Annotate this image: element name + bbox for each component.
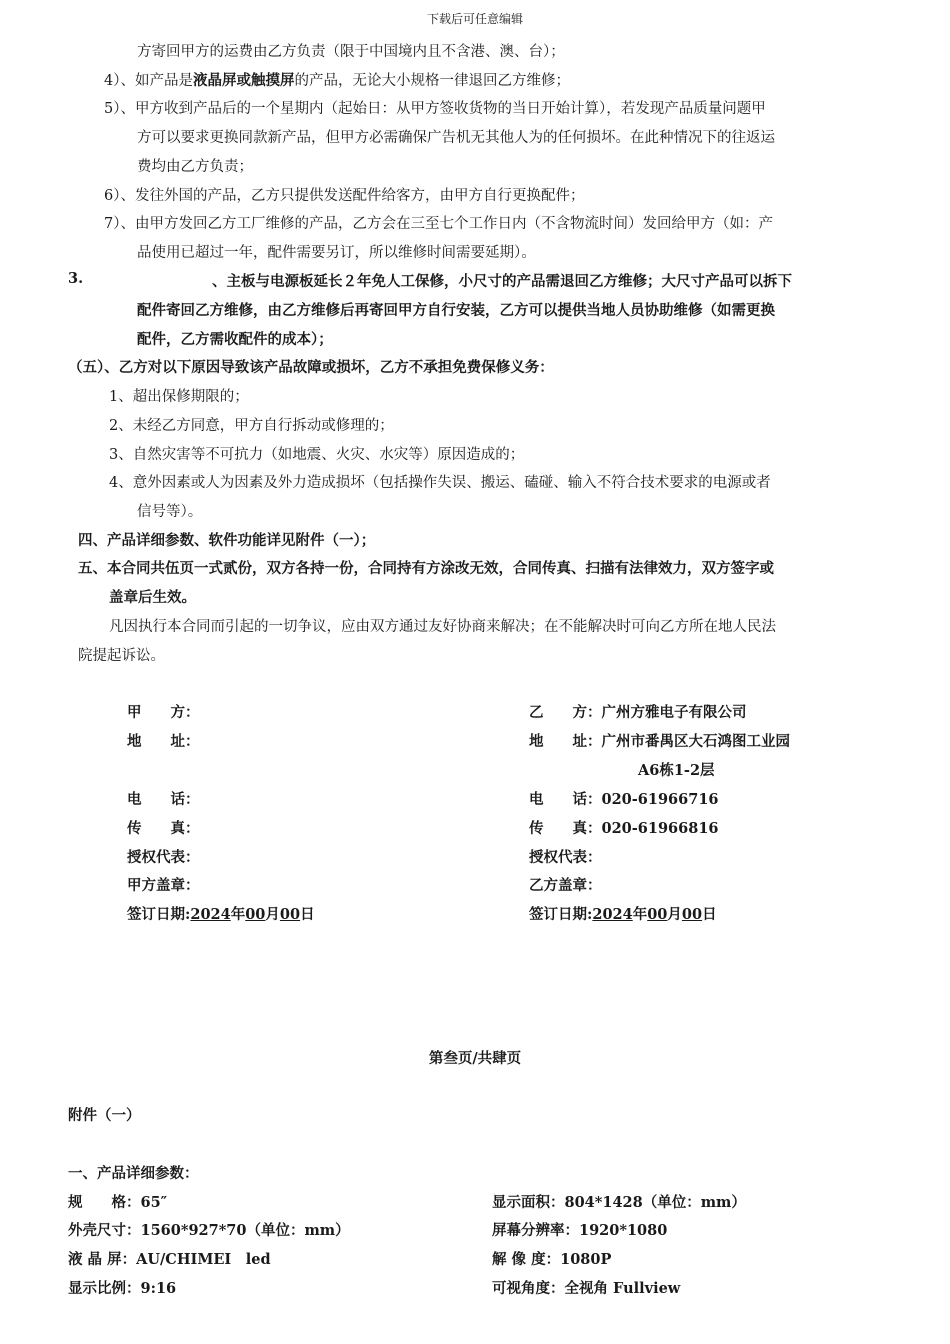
spec-value: AU/CHIMEI led [136, 1251, 271, 1268]
date-label: 签订日期: [529, 906, 593, 923]
spec-label: 显示比例： [68, 1280, 141, 1297]
date-year-unit: 年 [632, 906, 648, 923]
party-a-name-label: 甲 方： [127, 704, 200, 721]
date-label: 签订日期: [127, 906, 191, 923]
spec-label: 解 像 度： [492, 1251, 561, 1268]
spec-left-3 [68, 1248, 271, 1269]
clause-4-prefix: 4）、如产品是 [104, 73, 193, 89]
party-a-seal-label: 甲方盖章： [127, 877, 200, 894]
party-b-sign-date [529, 903, 717, 924]
date-day: 00 [681, 906, 703, 923]
appendix-section-title: 一、产品详细参数： [68, 1165, 199, 1182]
page-header: 下载后可任意编辑 [426, 12, 523, 26]
spec-label: 规 格： [68, 1194, 141, 1211]
appendix-title: 附件（一） [68, 1107, 141, 1124]
party-a-representative-label: 授权代表： [127, 849, 200, 866]
party-b-address-line-2: A6栋1-2层 [638, 762, 715, 779]
party-b-address-line-1: 广州市番禺区大石鸿图工业园 [601, 733, 790, 750]
party-b-name: 广州方雅电子有限公司 [601, 704, 747, 721]
spec-label: 外壳尺寸： [68, 1222, 141, 1239]
spec-left-4 [68, 1277, 176, 1298]
page-number: 第叁页/共肆页 [428, 1050, 522, 1067]
spec-value: 1920*1080 [579, 1222, 668, 1239]
date-month-unit: 月 [667, 906, 682, 923]
clause-7-line-1: 7）、由甲方发回乙方工厂维修的产品，乙方会在三至七个工作日内（不含物流时间）发回给甲方（如：产 [104, 216, 773, 232]
clause-5-line-1: 5）、甲方收到产品后的一个星期内（起始日：从甲方签收货物的当日开始计算），若发现产品质量问题甲 [104, 101, 766, 117]
date-year: 2024 [592, 906, 633, 923]
party-b-name-label: 乙 方： [529, 704, 602, 721]
spec-label: 显示面积： [492, 1194, 565, 1211]
party-b-fax-label: 传 真： [529, 820, 602, 837]
section-3-line-3: 配件，乙方需收配件的成本）； [137, 331, 333, 348]
exclusion-item-3: 3、自然灾害等不可抗力（如地震、火灾、水灾等）原因造成的； [109, 447, 525, 463]
party-b-seal-label: 乙方盖章： [529, 877, 602, 894]
spec-value: 65″ [140, 1194, 168, 1211]
date-day-unit: 日 [702, 906, 717, 923]
spec-right-3 [492, 1248, 611, 1269]
spec-value: 804*1428（单位：mm） [564, 1194, 746, 1211]
section-3-line-1: 、主板与电源板延长２年免人工保修，小尺寸的产品需退回乙方维修；大尺寸产品可以拆下 [212, 273, 792, 290]
spec-label: 可视角度： [492, 1280, 565, 1297]
party-a-address-label: 地 址： [127, 733, 200, 750]
section-3-line-2: 配件寄回乙方维修，由乙方维修后再寄回甲方自行安装，乙方可以提供当地人员协助维修（如需更换 [137, 302, 775, 319]
clause-4 [104, 69, 570, 90]
spec-label: 屏幕分辨率： [492, 1222, 579, 1239]
dispute-line-2: 院提起诉讼。 [78, 648, 165, 664]
date-month: 00 [245, 906, 266, 923]
party-b-name-row [529, 701, 747, 722]
spec-right-4 [492, 1277, 680, 1298]
clause-7-line-2: 品使用已超过一年，配件需要另订，所以维修时间需要延期）。 [137, 245, 536, 261]
date-day-unit: 日 [300, 906, 315, 923]
clause-4-bold: 液晶屏或触摸屏 [192, 72, 295, 89]
spec-left-2 [68, 1219, 350, 1240]
section-5-title: （五）、乙方对以下原因导致该产品故障或损坏，乙方不承担免费保修义务： [68, 359, 554, 376]
spec-value: 9:16 [140, 1280, 177, 1297]
article-4: 四、产品详细参数、软件功能详见附件（一）； [78, 532, 376, 549]
article-5-line-2: 盖章后生效。 [109, 589, 196, 606]
spec-right-2 [492, 1219, 667, 1240]
spec-value: 1080P [560, 1251, 612, 1268]
date-day: 00 [279, 906, 301, 923]
party-b-fax-row [529, 817, 719, 838]
date-month-unit: 月 [265, 906, 280, 923]
spec-value: 全视角 Fullview [564, 1280, 681, 1297]
clause-4-suffix: 的产品，无论大小规格一律退回乙方维修； [294, 73, 570, 89]
clause-3-continuation: 方寄回甲方的运费由乙方负责（限于中国境内且不含港、澳、台）； [137, 44, 565, 60]
dispute-line-1: 凡因执行本合同而引起的一切争议，应由双方通过友好协商来解决；在不能解决时可向乙方所在地人民法 [109, 619, 776, 635]
party-a-sign-date [127, 903, 315, 924]
clause-5-line-2: 方可以要求更换同款新产品，但甲方必需确保广告机无其他人为的任何损坏。在此种情况下的往返运 [137, 130, 775, 146]
party-b-fax: 020-61966816 [601, 820, 719, 837]
spec-right-1 [492, 1191, 746, 1212]
date-year-unit: 年 [230, 906, 246, 923]
exclusion-item-4-line-1: 4、意外因素或人为因素及外力造成损坏（包括操作失误、搬运、磕碰、输入不符合技术要求的电源或者 [109, 475, 771, 491]
party-b-representative-label: 授权代表： [529, 849, 602, 866]
spec-label: 液 晶 屏： [68, 1251, 137, 1268]
exclusion-item-1: 1、超出保修期限的； [109, 389, 249, 405]
spec-left-1 [68, 1191, 167, 1212]
party-b-address-row [529, 730, 790, 751]
date-year: 2024 [190, 906, 231, 923]
party-b-phone-label: 电 话： [529, 791, 602, 808]
spec-value: 1560*927*70（单位：mm） [140, 1222, 350, 1239]
party-a-fax-label: 传 真： [127, 820, 200, 837]
clause-5-line-3: 费均由乙方负责； [137, 159, 253, 175]
section-3-number: 3. [68, 270, 84, 287]
party-b-phone: 020-61966716 [601, 791, 719, 808]
article-5-line-1: 五、本合同共伍页一式贰份，双方各持一份，合同持有方涂改无效，合同传真、扫描有法律效力，双方签字或 [78, 560, 774, 577]
clause-6: 6）、发往外国的产品，乙方只提供发送配件给客方，由甲方自行更换配件； [104, 188, 585, 204]
party-a-phone-label: 电 话： [127, 791, 200, 808]
party-b-phone-row [529, 788, 719, 809]
exclusion-item-4-line-2: 信号等）。 [137, 504, 203, 520]
exclusion-item-2: 2、未经乙方同意，甲方自行拆动或修理的； [109, 418, 394, 434]
date-month: 00 [647, 906, 668, 923]
party-b-address-label: 地 址： [529, 733, 602, 750]
